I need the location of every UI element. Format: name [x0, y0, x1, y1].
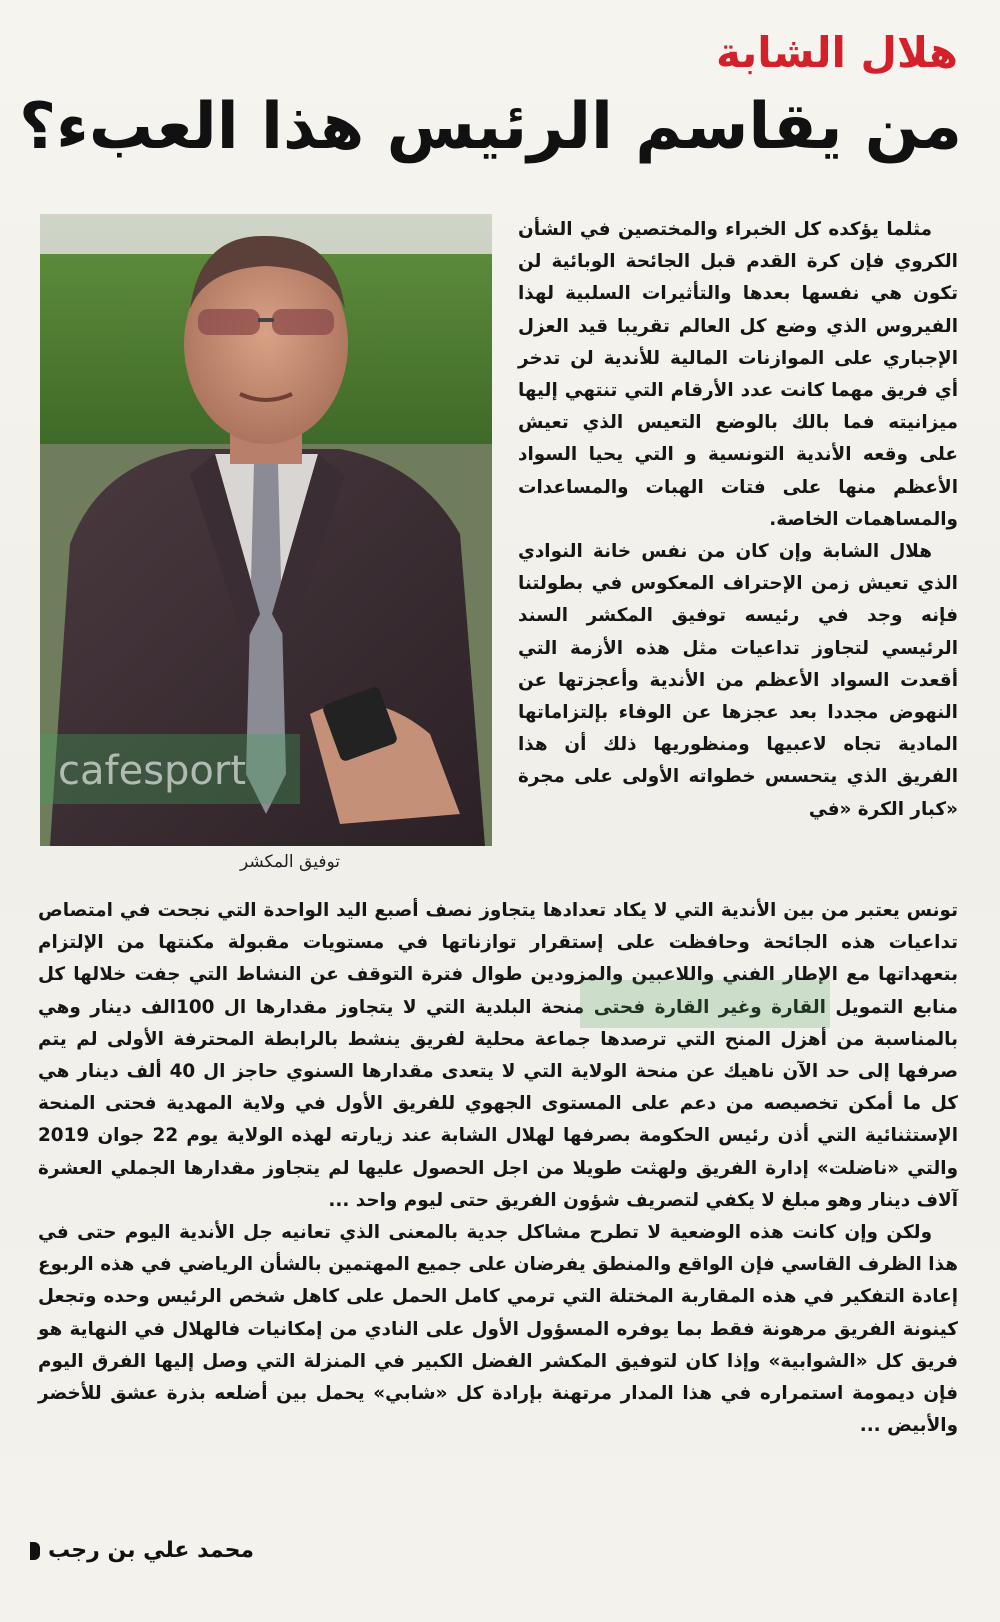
paragraph-intro: مثلما يؤكده كل الخبراء والمختصين في الشأن الكروي فإن كرة القدم قبل الجائحة الوبائية لن تكون هي نفسها بعدها والتأثيرات السلبية لهذا الفيروس الذي وضع كل العالم تقريبا قيد العزل الإجباري على الموازنات المالية للأندية لن تدخر أي فريق مهما كانت عدد الأرقام التي تنتهي إليها ميزانيته فما بالك بالوضع التعيس الذي تعيش على وقعه الأندية التونسية و التي يحيا السواد الأعظم منها على فتات الهبات والمساعدات والمساهمات الخاصة.	[518, 219, 958, 530]
watermark-text: cafesport	[58, 748, 247, 794]
photo-caption: توفيق المكشر	[239, 852, 340, 872]
article-headline: من يقاسم الرئيس هذا العبء؟	[19, 90, 962, 164]
article-body-full-width	[38, 895, 958, 1442]
president-portrait-image	[40, 214, 492, 846]
article-photo	[40, 214, 492, 846]
author-byline	[30, 1538, 254, 1563]
byline-marker-icon	[30, 1542, 40, 1560]
paragraph-third: ولكن وإن كانت هذه الوضعية لا تطرح مشاكل جدية بالمعنى الذي تعانيه جل الأندية اليوم حتى في هذا الظرف القاسي فإن الواقع والمنطق يفرضان على جميع المهتمين بالشأن الرياضي في هذه الربوع إعادة التفكير في هذه المقاربة المختلة التي ترمي كامل الحمل على كاهل شخص الرئيس وحده وتجعل كينونة الفريق مرهونة فقط بما يوفره المسؤول الأول على النادي من إمكانيات فالهلال في النهاية هو فريق كل «الشوابية» وإذا كان لتوفيق المكشر الفضل الكبير في المنزلة التي وصل إليها الفرق اليوم فإن ديمومة استمراره في هذا المدار مرتهنة بإرادة كل «شابي» يحمل بين أضلعه بذرة عشق للأخضر والأبيض ...	[38, 1222, 958, 1437]
paragraph-second: هلال الشابة وإن كان من نفس خانة النوادي الذي تعيش زمن الإحتراف المعكوس في بطولتنا فإنه وجد في رئيسه توفيق المكشر السند الرئيسي لتجاوز تداعيات مثل هذه الأزمة التي أقعدت السواد الأعظم من الأندية وأعجزتها عن النهوض مجددا بعد عجزها عن الوفاء بإلتزاماتها المادية تجاه لاعبيها ومنظوريها ذلك أن هذا الفريق الذي يتحسس خطواته الأولى على مجرة «كبار الكرة «في	[518, 541, 958, 820]
section-kicker: هلال الشابة	[716, 28, 958, 77]
author-name: محمد علي بن رجب	[48, 1538, 255, 1563]
article-column-right	[518, 214, 958, 826]
paragraph-second-continued: تونس يعتبر من بين الأندية التي لا يكاد تعدادها يتجاوز نصف أصبع اليد الواحدة التي نجحت في امتصاص تداعيات هذه الجائحة وحافظت على إستقرار توازناتها في مستويات مقبولة مكنتها من الإلتزام بتعهداتها مع الإطار الفني واللاعبين والمزودين طوال فترة التوقف عن النشاط التي جفت خلالها كل منابع التمويل القارة وغير القارة فحتى منحة البلدية التي لا يتجاوز مقدارها ال 100الف دينار وهي بالمناسبة من أهزل المنح التي ترصدها جماعة محلية لفريق ينشط بالرابطة المحترفة الأولى لم يتم صرفها إلى حد الآن ناهيك عن منحة الولاية التي لا يتعدى مقدارها السنوي حاجز ال 40 ألف دينار هي كل ما أمكن تخصيصه من دعم على المستوى الجهوي للفريق الأول في ولاية المهدية فحتى المنحة الإستثنائية التي أذن رئيس الحكومة بصرفها لهلال الشابة عند زيارته لهذه الولاية يوم 22 جوان 2019 والتي «ناضلت» إدارة الفريق ولهثت طويلا من اجل الحصول عليها لم يتجاوز مقدارها الجملي العشرة آلاف دينار وهو مبلغ لا يكفي لتصريف شؤون الفريق حتى ليوم واحد ...	[38, 900, 958, 1211]
